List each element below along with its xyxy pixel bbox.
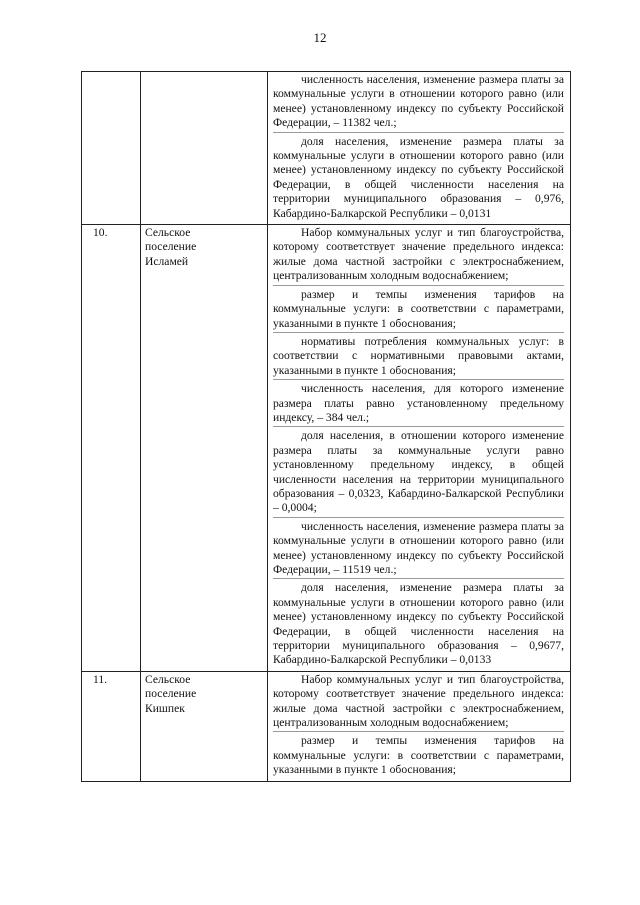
paragraph: доля населения, изменение размера платы за коммунальные услуги в отношении которого равно (или менее) установленному индексу по субъекту Российской Федерации, в общей численности населения на территории муниципального образования – 0,976, Кабардино-Балкарской Республики – 0,0131	[273, 134, 564, 220]
row-number	[82, 72, 141, 225]
settlement-name	[141, 671, 268, 781]
page-number: 12	[313, 30, 327, 45]
paragraph: численность населения, для которого изменение размера платы равно установленному предельному индексу, – 384 чел.;	[273, 382, 564, 427]
row-description	[268, 72, 571, 225]
row-number: 10.	[82, 225, 141, 672]
paragraph: численность населения, изменение размера платы за коммунальные услуги в отношении которого равно (или менее) установленному индексу по субъекту Российской Федерации, – 11382 чел.;	[273, 73, 564, 133]
settlement-name-line: Сельское	[145, 226, 191, 240]
row-number: 11.	[82, 671, 141, 781]
paragraph: Набор коммунальных услуг и тип благоустройства, которому соответствует значение предельного индекса: жилые дома частной застройки с электроснабжением, централизованным холодным водоснабжением;	[273, 226, 564, 286]
table-row	[82, 671, 571, 781]
paragraph: нормативы потребления коммунальных услуг: в соответствии с нормативными правовыми актами, указанными в пункте 1 обоснования;	[273, 335, 564, 380]
table-row	[82, 72, 571, 225]
table-row	[82, 225, 571, 672]
settlement-name	[141, 72, 268, 225]
paragraph: размер и темпы изменения тарифов на коммунальные услуги: в соответствии с параметрами, указанными в пункте 1 обоснования;	[273, 288, 564, 333]
row-description	[268, 225, 571, 672]
paragraph: численность населения, изменение размера платы за коммунальные услуги в отношении которого равно (или менее) установленному индексу по субъекту Российской Федерации, – 11519 чел.;	[273, 520, 564, 580]
settlement-name-line: поселение	[145, 240, 197, 254]
document-table	[81, 71, 571, 782]
settlement-name	[141, 225, 268, 672]
settlement-name-line: Исламей	[145, 254, 189, 268]
paragraph: размер и темпы изменения тарифов на коммунальные услуги: в соответствии с параметрами, указанными в пункте 1 обоснования;	[273, 734, 564, 777]
settlement-name-line: Кишпек	[145, 701, 185, 715]
settlement-name-line: Сельское	[145, 672, 191, 686]
paragraph: доля населения, в отношении которого изменение размера платы за коммунальные услуги равно установленному предельному индексу, в общей численности населения на территории муниципального образования – 0,0323, Кабардино-Балкарской Республики – 0,0004;	[273, 429, 564, 517]
paragraph: Набор коммунальных услуг и тип благоустройства, которому соответствует значение предельного индекса: жилые дома частной застройки с электроснабжением, централизованным холодным водоснабжением;	[273, 673, 564, 733]
settlement-name-line: поселение	[145, 687, 197, 701]
paragraph: доля населения, изменение размера платы за коммунальные услуги в отношении которого равно (или менее) установленному индексу по субъекту Российской Федерации, в общей численности населения на территории муниципального образования – 0,9677, Кабардино-Балкарской Республики – 0,0133	[273, 581, 564, 667]
row-description	[268, 671, 571, 781]
